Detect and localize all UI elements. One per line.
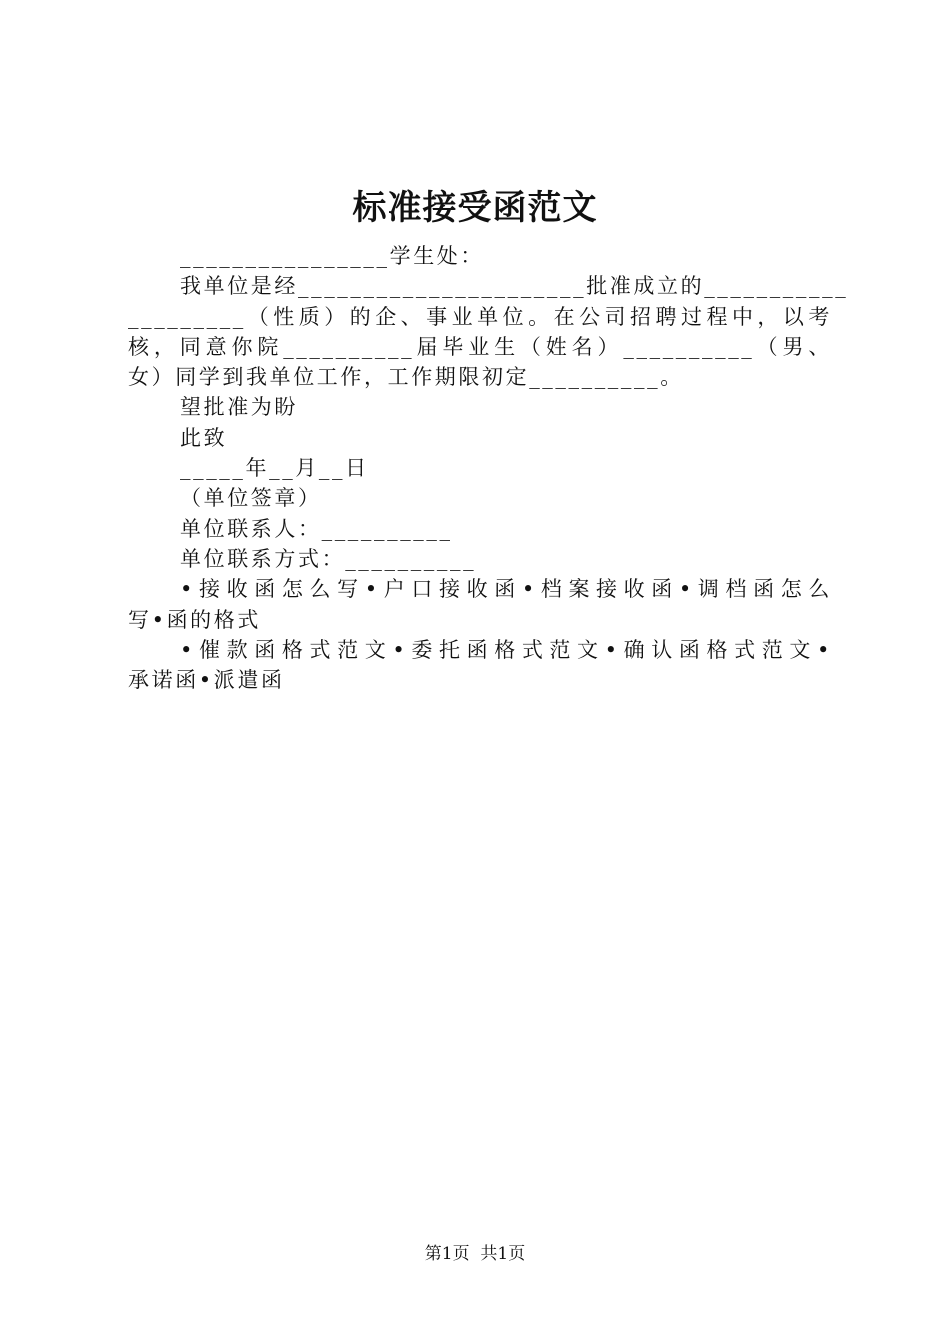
body-line: 女）同学到我单位工作，工作期限初定__________。 (128, 365, 684, 390)
related-links-line[interactable]: 承诺函•派遣函 (128, 668, 285, 693)
page-title: 标准接受函范文 (352, 188, 598, 228)
body-line: 核，同意你院__________届毕业生（姓名）__________（男、 (128, 334, 832, 359)
page-footer: 第1页 共1页 (424, 1244, 526, 1264)
body-line: _________（性质）的企、事业单位。在公司招聘过程中，以考 (128, 304, 832, 329)
related-links-line[interactable]: •接收函怎么写•户口接收函•档案接收函•调档函怎么 (180, 577, 832, 602)
letter-body (128, 241, 849, 695)
body-line: 我单位是经______________________批准成立的___________ (180, 274, 849, 299)
closing-line: 望批准为盼 (180, 395, 298, 420)
related-links-line[interactable]: 写•函的格式 (128, 607, 261, 632)
seal-line: （单位签章） (180, 486, 322, 511)
related-links-line[interactable]: •催款函格式范文•委托函格式范文•确认函格式范文• (180, 637, 832, 662)
date-line: _____年__月__日 (180, 456, 369, 481)
contact-method-line: 单位联系方式：__________ (180, 546, 477, 571)
salutation-line: 此致 (180, 425, 228, 450)
addressee-line: ________________学生处： (180, 244, 484, 268)
contact-person-line: 单位联系人：__________ (180, 516, 453, 541)
